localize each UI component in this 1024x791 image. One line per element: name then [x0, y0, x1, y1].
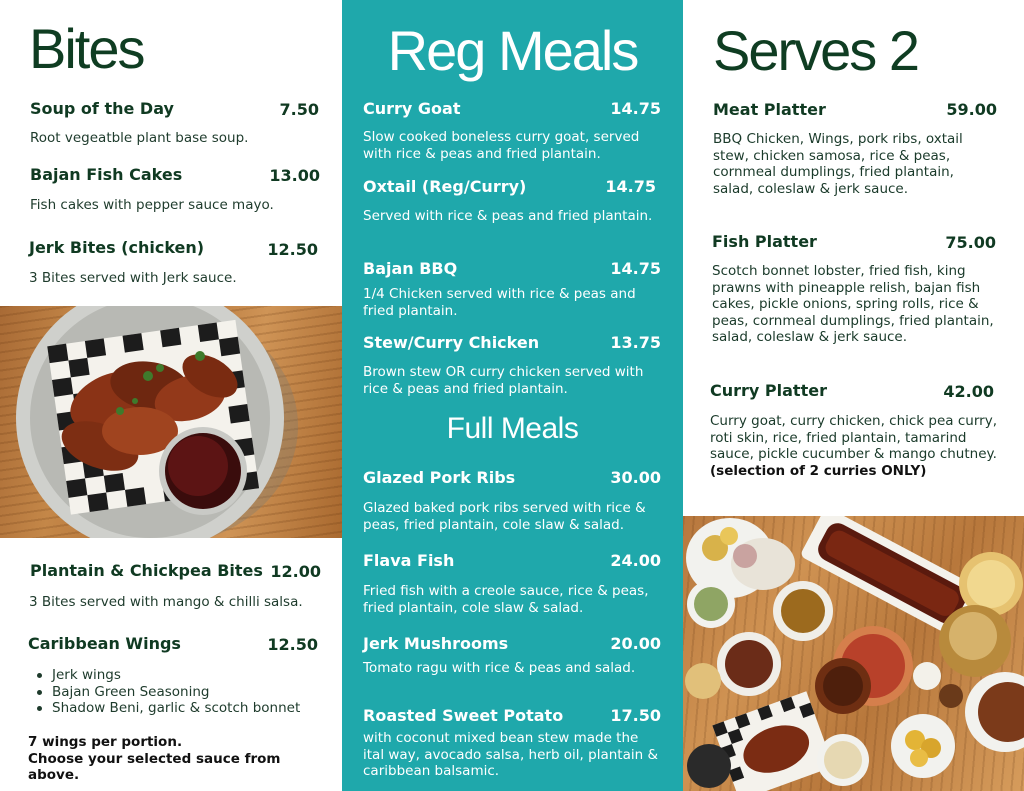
list-item: Shadow Beni, garlic & scotch bonnet — [52, 700, 301, 716]
menu-item-name: Soup of the Day — [30, 99, 174, 118]
menu-item-name: Oxtail (Reg/Curry) — [363, 177, 527, 196]
menu-item-desc: Fried fish with a creole sauce, rice & peas, fried plantain, cole slaw & salad. — [363, 583, 649, 616]
menu-item-desc: 3 Bites served with mango & chilli salsa. — [29, 594, 303, 610]
menu-item-price: 75.00 — [945, 233, 996, 252]
menu-item-name: Flava Fish — [363, 551, 455, 570]
menu-item-price: 13.75 — [610, 333, 661, 352]
reg-meals-heading: Reg Meals — [387, 19, 638, 82]
menu-item-name: Jerk Mushrooms — [363, 634, 509, 653]
menu-item-price: 7.50 — [279, 100, 319, 119]
menu-item-name: Plantain & Chickpea Bites — [30, 561, 263, 580]
menu-item-price: 20.00 — [610, 634, 661, 653]
menu-item-name: Bajan BBQ — [363, 259, 458, 278]
menu-item-price: 24.00 — [610, 551, 661, 570]
menu-item-name: Jerk Bites (chicken) — [29, 238, 205, 257]
menu-item-price: 42.00 — [943, 382, 994, 401]
menu-item-price: 14.75 — [605, 177, 656, 196]
menu-item-name: Bajan Fish Cakes — [30, 165, 183, 184]
menu-item-desc: Served with rice & peas and fried plantain. — [363, 208, 653, 224]
menu-item-desc: BBQ Chicken, Wings, pork ribs, oxtail stew, chicken samosa, rice & peas, cornmeal dumplings, fried plantain, salad, coleslaw & jerk sauce. — [713, 131, 963, 197]
menu-item-desc: with coconut mixed bean stew made the ital way, avocado salsa, herb oil, plantain & caribbean balsamic. — [363, 730, 658, 779]
full-meals-heading: Full Meals — [446, 412, 579, 445]
wings-note-line: Choose your selected sauce from above. — [28, 750, 281, 783]
menu-item-desc: Tomato ragu with rice & peas and salad. — [363, 660, 636, 676]
menu-item-name: Fish Platter — [712, 232, 817, 251]
menu-item-desc-text: Curry goat, curry chicken, chick pea curry, roti skin, rice, fried plantain, tamarind sauce, pickle cucumber & mango chutney. — [710, 413, 997, 462]
list-item: Bajan Green Seasoning — [52, 684, 300, 701]
menu-item-name: Roasted Sweet Potato — [363, 706, 564, 725]
menu-item-price: 12.50 — [267, 635, 318, 654]
menu-item-name: Meat Platter — [713, 100, 826, 119]
menu-item-name: Glazed Pork Ribs — [363, 468, 516, 487]
menu-item-price: 30.00 — [610, 468, 661, 487]
menu-item-desc — [710, 413, 998, 479]
menu-item-price: 13.00 — [269, 166, 320, 185]
wing-options-list — [52, 667, 300, 717]
platters-photo — [683, 516, 1024, 791]
menu-item-desc: Brown stew OR curry chicken served with rice & peas and fried plantain. — [363, 364, 644, 397]
menu-item-price: 14.75 — [610, 99, 661, 118]
wings-note — [28, 734, 298, 784]
list-item: Jerk wings — [52, 667, 300, 684]
menu-item-desc: Root vegeatble plant base soup. — [30, 130, 249, 146]
bites-heading: Bites — [29, 17, 144, 80]
menu-item-price: 12.00 — [270, 562, 321, 581]
menu-item-desc: Slow cooked boneless curry goat, served with rice & peas and fried plantain. — [363, 129, 640, 162]
menu-item-desc: Scotch bonnet lobster, fried fish, king prawns with pineapple relish, bajan fish cakes, pickle onions, spring rolls, rice & peas, cornmeal dumplings, fried plantain, salad, coleslaw & jerk sauce. — [712, 263, 994, 345]
wings-note-line: 7 wings per portion. — [28, 734, 183, 750]
menu-item-name: Stew/Curry Chicken — [363, 333, 540, 352]
menu-item-price: 12.50 — [267, 240, 318, 259]
menu-item-price: 17.50 — [610, 706, 661, 725]
menu-item-name: Curry Goat — [363, 99, 461, 118]
menu-item-name: Curry Platter — [710, 381, 827, 400]
menu-item-name: Caribbean Wings — [28, 634, 181, 653]
curry-selection-note: (selection of 2 curries ONLY) — [710, 462, 927, 479]
wings-photo — [0, 306, 342, 538]
menu-item-desc: 1/4 Chicken served with rice & peas and fried plantain. — [363, 286, 636, 319]
menu-item-desc: Glazed baked pork ribs served with rice & peas, fried plantain, cole slaw & salad. — [363, 500, 646, 533]
serves-2-heading: Serves 2 — [713, 19, 918, 82]
reg-meals-panel — [342, 0, 683, 791]
menu-item-price: 14.75 — [610, 259, 661, 278]
menu-item-desc: 3 Bites served with Jerk sauce. — [29, 270, 237, 286]
menu-item-desc: Fish cakes with pepper sauce mayo. — [30, 197, 274, 213]
menu-item-price: 59.00 — [946, 100, 997, 119]
